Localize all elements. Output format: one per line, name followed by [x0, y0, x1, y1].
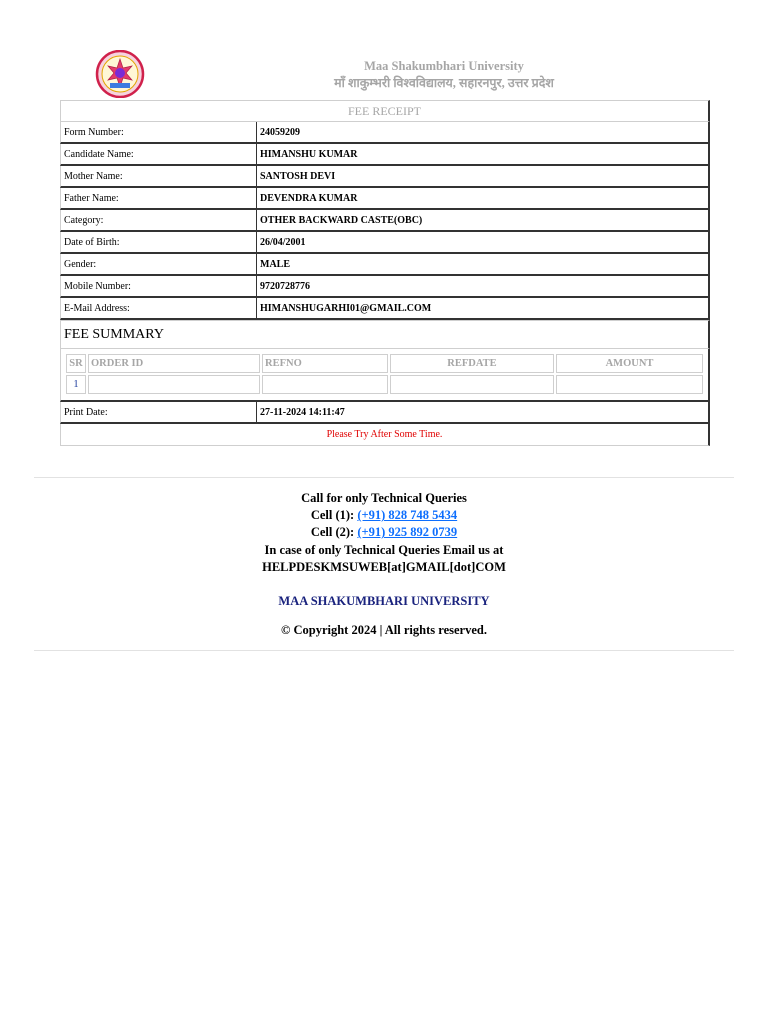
field-value: 9720728776: [260, 280, 310, 292]
table-header-row: [66, 354, 703, 373]
fee-summary-heading: FEE SUMMARY: [60, 320, 710, 348]
table-row: [66, 375, 703, 394]
field-row-candidate-name: [60, 144, 710, 166]
footer-technical-queries: Call for only Technical Queries: [301, 491, 467, 505]
field-value: DEVENDRA KUMAR: [260, 192, 358, 204]
cell-1-phone-link[interactable]: (+91) 828 748 5434: [357, 508, 458, 523]
field-label: Category:: [61, 210, 257, 230]
column-header-amount: AMOUNT: [556, 354, 703, 373]
footer-copyright: © Copyright 2024 | All rights reserved.: [281, 623, 487, 638]
column-header-sr: SR: [66, 354, 86, 373]
cell-refno: [262, 375, 388, 394]
footer-email-line: In case of only Technical Queries Email us at: [264, 542, 504, 557]
field-value: HIMANSHU KUMAR: [260, 148, 358, 160]
print-date-label: Print Date:: [61, 402, 257, 422]
column-header-refno: REFNO: [262, 354, 388, 373]
field-row-father-name: [60, 188, 710, 210]
footer-cell-2: [34, 524, 734, 541]
field-value: 24059209: [260, 126, 300, 138]
field-row-mother-name: [60, 166, 710, 188]
footer-email: HELPDESKMSUWEB[at]GMAIL[dot]COM: [262, 559, 506, 574]
page-header: [0, 50, 768, 100]
page-footer: [34, 477, 734, 651]
column-header-order-id: ORDER ID: [88, 354, 260, 373]
status-message: Please Try After Some Time.: [60, 424, 710, 446]
cell-order-id: [88, 375, 260, 394]
cell-amount: [556, 375, 703, 394]
fee-summary-table-wrap: [60, 348, 710, 402]
field-label: Form Number:: [61, 122, 257, 142]
column-header-refdate: REFDATE: [390, 354, 554, 373]
field-label: Mobile Number:: [61, 276, 257, 296]
field-row-email: [60, 298, 710, 320]
field-row-date-of-birth: [60, 232, 710, 254]
field-value: SANTOSH DEVI: [260, 170, 336, 182]
cell-2-phone-link[interactable]: (+91) 925 892 0739: [357, 525, 458, 540]
fee-summary-table: [64, 352, 705, 396]
field-value: 26/04/2001: [260, 236, 306, 248]
footer-university-name: MAA SHAKUMBHARI UNIVERSITY: [278, 594, 490, 609]
field-row-mobile-number: [60, 276, 710, 298]
fee-receipt: [60, 100, 710, 446]
cell-refdate: [390, 375, 554, 394]
field-value: OTHER BACKWARD CASTE(OBC): [260, 214, 423, 226]
field-row-category: [60, 210, 710, 232]
university-name-english: Maa Shakumbhari University: [364, 59, 524, 73]
field-value: HIMANSHUGARHI01@GMAIL.COM: [260, 302, 432, 314]
footer-cell-1: [34, 507, 734, 524]
cell-sr: 1: [66, 375, 86, 394]
field-label: Candidate Name:: [61, 144, 257, 164]
print-date-value: 27-11-2024 14:11:47: [260, 406, 345, 418]
field-label: Mother Name:: [61, 166, 257, 186]
field-label: Gender:: [61, 254, 257, 274]
print-date-row: [60, 402, 710, 424]
receipt-title: FEE RECEIPT: [60, 100, 710, 122]
field-label: Date of Birth:: [61, 232, 257, 252]
field-label: Father Name:: [61, 188, 257, 208]
field-row-gender: [60, 254, 710, 276]
university-name-hindi: माँ शाकुम्भरी विश्वविद्यालय, सहारनपुर, उत्तर प्रदेश: [334, 76, 554, 90]
cell-1-label: Cell (1):: [310, 508, 358, 523]
field-label: E-Mail Address:: [61, 298, 257, 318]
field-value: MALE: [260, 258, 290, 270]
field-row-form-number: [60, 122, 710, 144]
cell-2-label: Cell (2):: [310, 525, 358, 540]
